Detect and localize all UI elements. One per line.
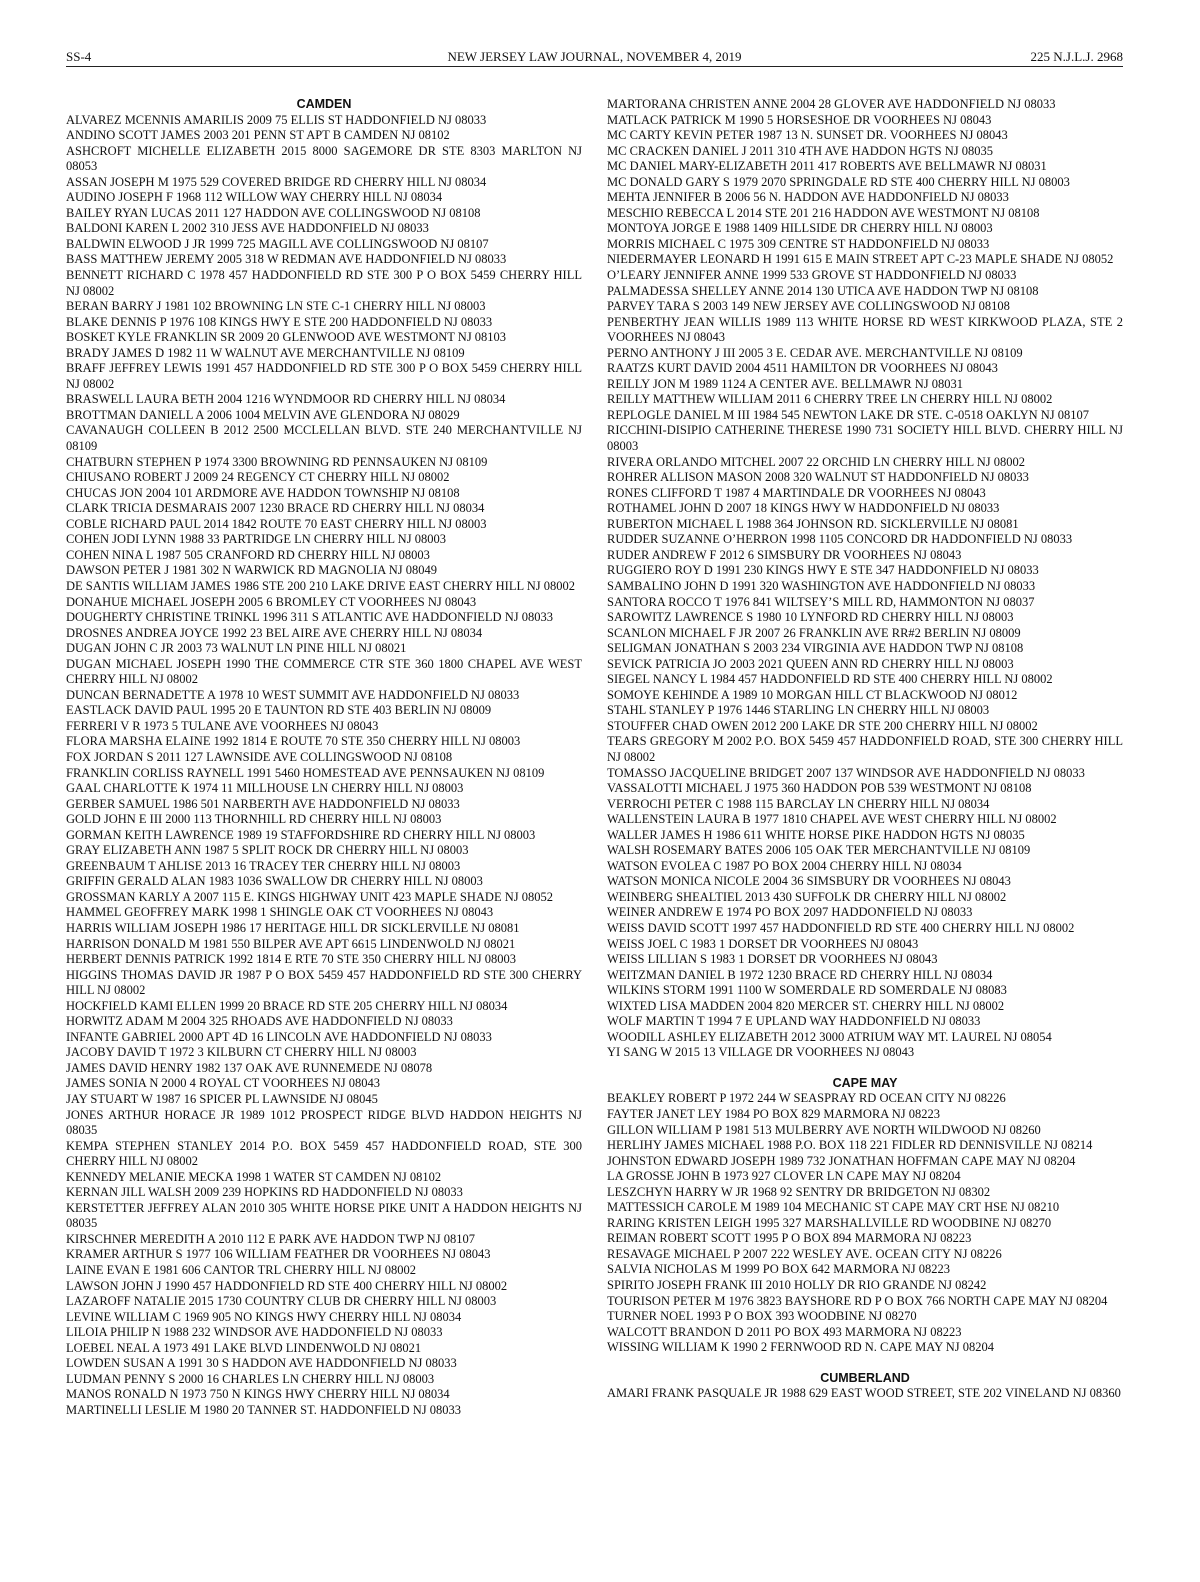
attorney-entry: TEARS GREGORY M 2002 P.O. BOX 5459 457 HADDONFIELD ROAD, STE 300 CHERRY HILL NJ 08002 xyxy=(607,734,1123,764)
attorney-entry: BRASWELL LAURA BETH 2004 1216 WYNDMOOR RD CHERRY HILL NJ 08034 xyxy=(66,392,506,407)
attorney-entry: AUDINO JOSEPH F 1968 112 WILLOW WAY CHERRY HILL NJ 08034 xyxy=(66,190,443,205)
attorney-entry: CHUCAS JON 2004 101 ARDMORE AVE HADDON TOWNSHIP NJ 08108 xyxy=(66,485,460,500)
attorney-entry: ROHRER ALLISON MASON 2008 320 WALNUT ST HADDONFIELD NJ 08033 xyxy=(607,470,1029,485)
attorney-entry: REIMAN ROBERT SCOTT 1995 P O BOX 894 MARMORA NJ 08223 xyxy=(607,1231,972,1246)
attorney-entry: KERSTETTER JEFFREY ALAN 2010 305 WHITE HORSE PIKE UNIT A HADDON HEIGHTS NJ 08035 xyxy=(66,1200,582,1231)
attorney-entry: LILOIA PHILIP N 1988 232 WINDSOR AVE HADDONFIELD NJ 08033 xyxy=(66,1325,443,1340)
attorney-entry: REILLY JON M 1989 1124 A CENTER AVE. BELLMAWR NJ 08031 xyxy=(607,376,963,391)
attorney-entry: MEHTA JENNIFER B 2006 56 N. HADDON AVE HADDONFIELD NJ 08033 xyxy=(607,190,1009,205)
attorney-entry: YI SANG W 2015 13 VILLAGE DR VOORHEES NJ 08043 xyxy=(607,1045,915,1060)
attorney-entry: LUDMAN PENNY S 2000 16 CHARLES LN CHERRY HILL NJ 08003 xyxy=(66,1371,435,1386)
attorney-entry: MONTOYA JORGE E 1988 1409 HILLSIDE DR CHERRY HILL NJ 08003 xyxy=(607,221,993,236)
attorney-entry: HORWITZ ADAM M 2004 325 RHOADS AVE HADDONFIELD NJ 08033 xyxy=(66,1014,453,1029)
attorney-entry: LA GROSSE JOHN B 1973 927 CLOVER LN CAPE MAY NJ 08204 xyxy=(607,1169,961,1184)
attorney-entry: ANDINO SCOTT JAMES 2003 201 PENN ST APT B CAMDEN NJ 08102 xyxy=(66,128,450,143)
attorney-entry: WEITZMAN DANIEL B 1972 1230 BRACE RD CHERRY HILL NJ 08034 xyxy=(607,967,993,982)
attorney-entry: BROTTMAN DANIELL A 2006 1004 MELVIN AVE GLENDORA NJ 08029 xyxy=(66,407,460,422)
attorney-entry: CHIUSANO ROBERT J 2009 24 REGENCY CT CHERRY HILL NJ 08002 xyxy=(66,470,450,485)
attorney-entry: O’LEARY JENNIFER ANNE 1999 533 GROVE ST HADDONFIELD NJ 08033 xyxy=(607,268,1017,283)
attorney-entry: ALVAREZ MCENNIS AMARILIS 2009 75 ELLIS ST HADDONFIELD NJ 08033 xyxy=(66,112,487,127)
attorney-entry: DONAHUE MICHAEL JOSEPH 2005 6 BROMLEY CT VOORHEES NJ 08043 xyxy=(66,594,477,609)
attorney-entry: LAZAROFF NATALIE 2015 1730 COUNTRY CLUB DR CHERRY HILL NJ 08003 xyxy=(66,1294,497,1309)
attorney-entry: COHEN NINA L 1987 505 CRANFORD RD CHERRY HILL NJ 08003 xyxy=(66,547,430,562)
attorney-entry: DUNCAN BERNADETTE A 1978 10 WEST SUMMIT AVE HADDONFIELD NJ 08033 xyxy=(66,687,520,702)
page-header xyxy=(66,50,1123,67)
attorney-entry: MARTINELLI LESLIE M 1980 20 TANNER ST. HADDONFIELD NJ 08033 xyxy=(66,1402,461,1417)
attorney-entry: BENNETT RICHARD C 1978 457 HADDONFIELD RD STE 300 P O BOX 5459 CHERRY HILL NJ 08002 xyxy=(66,268,582,298)
attorney-entry: MC DONALD GARY S 1979 2070 SPRINGDALE RD STE 400 CHERRY HILL NJ 08003 xyxy=(607,174,1070,189)
attorney-entry: BRAFF JEFFREY LEWIS 1991 457 HADDONFIELD RD STE 300 P O BOX 5459 CHERRY HILL NJ 08002 xyxy=(66,361,582,391)
attorney-entry: COBLE RICHARD PAUL 2014 1842 ROUTE 70 EAST CHERRY HILL NJ 08003 xyxy=(66,516,487,531)
attorney-entry: SOMOYE KEHINDE A 1989 10 MORGAN HILL CT BLACKWOOD NJ 08012 xyxy=(607,687,1018,702)
attorney-entry: FAYTER JANET LEY 1984 PO BOX 829 MARMORA NJ 08223 xyxy=(607,1107,941,1121)
attorney-entry: LAINE EVAN E 1981 606 CANTOR TRL CHERRY HILL NJ 08002 xyxy=(66,1263,416,1278)
attorney-entry: DE SANTIS WILLIAM JAMES 1986 STE 200 210 LAKE DRIVE EAST CHERRY HILL NJ 08002 xyxy=(66,578,576,593)
county-section xyxy=(607,97,1123,1061)
attorney-entry: PERNO ANTHONY J III 2005 3 E. CEDAR AVE. MERCHANTVILLE NJ 08109 xyxy=(607,345,1023,360)
attorney-entry: MATTESSICH CAROLE M 1989 104 MECHANIC ST CAPE MAY CRT HSE NJ 08210 xyxy=(607,1200,1060,1215)
attorney-entry: BALDONI KAREN L 2002 310 JESS AVE HADDONFIELD NJ 08033 xyxy=(66,221,429,236)
county-section xyxy=(66,97,582,1418)
attorney-entry: SAMBALINO JOHN D 1991 320 WASHINGTON AVE HADDONFIELD NJ 08033 xyxy=(607,578,1036,593)
attorney-entry: SIEGEL NANCY L 1984 457 HADDONFIELD RD STE 400 CHERRY HILL NJ 08002 xyxy=(607,672,1053,687)
attorney-entry: SALVIA NICHOLAS M 1999 PO BOX 642 MARMORA NJ 08223 xyxy=(607,1262,950,1277)
page-label: SS-4 xyxy=(66,49,92,64)
attorney-entry: LAWSON JOHN J 1990 457 HADDONFIELD RD STE 400 CHERRY HILL NJ 08002 xyxy=(66,1278,508,1293)
attorney-entry: DROSNES ANDREA JOYCE 1992 23 BEL AIRE AVE CHERRY HILL NJ 08034 xyxy=(66,625,483,640)
county-heading: CAPE MAY xyxy=(832,1075,898,1090)
attorney-entry: WISSING WILLIAM K 1990 2 FERNWOOD RD N. CAPE MAY NJ 08204 xyxy=(607,1340,995,1355)
attorney-entry: DAWSON PETER J 1981 302 N WARWICK RD MAGNOLIA NJ 08049 xyxy=(66,563,437,578)
attorney-entry: HERLIHY JAMES MICHAEL 1988 P.O. BOX 118 221 FIDLER RD DENNISVILLE NJ 08214 xyxy=(607,1138,1093,1153)
attorney-entry: WIXTED LISA MADDEN 2004 820 MERCER ST. CHERRY HILL NJ 08002 xyxy=(607,998,1005,1013)
attorney-entry: JAMES SONIA N 2000 4 ROYAL CT VOORHEES NJ 08043 xyxy=(66,1076,381,1091)
attorney-entry: WALCOTT BRANDON D 2011 PO BOX 493 MARMORA NJ 08223 xyxy=(607,1324,962,1339)
attorney-entry: STOUFFER CHAD OWEN 2012 200 LAKE DR STE 200 CHERRY HILL NJ 08002 xyxy=(607,718,1038,733)
attorney-entry: FLORA MARSHA ELAINE 1992 1814 E ROUTE 70 STE 350 CHERRY HILL NJ 08003 xyxy=(66,734,521,749)
county-section xyxy=(607,1076,1123,1356)
attorney-entry: WEISS LILLIAN S 1983 1 DORSET DR VOORHEES NJ 08043 xyxy=(607,952,938,967)
attorney-entry: SPIRITO JOSEPH FRANK III 2010 HOLLY DR RIO GRANDE NJ 08242 xyxy=(607,1278,987,1293)
attorney-entry: EASTLACK DAVID PAUL 1995 20 E TAUNTON RD STE 403 BERLIN NJ 08009 xyxy=(66,703,492,718)
attorney-entry: FOX JORDAN S 2011 127 LAWNSIDE AVE COLLINGSWOOD NJ 08108 xyxy=(66,749,453,764)
attorney-entry: MANOS RONALD N 1973 750 N KINGS HWY CHERRY HILL NJ 08034 xyxy=(66,1387,450,1402)
attorney-entry: PARVEY TARA S 2003 149 NEW JERSEY AVE COLLINGSWOOD NJ 08108 xyxy=(607,299,1010,314)
attorney-entry: JAY STUART W 1987 16 SPICER PL LAWNSIDE NJ 08045 xyxy=(66,1092,378,1106)
county-section xyxy=(607,1371,1123,1402)
attorney-entry: MORRIS MICHAEL C 1975 309 CENTRE ST HADDONFIELD NJ 08033 xyxy=(607,236,990,251)
attorney-entry: INFANTE GABRIEL 2000 APT 4D 16 LINCOLN AVE HADDONFIELD NJ 08033 xyxy=(66,1029,492,1044)
attorney-entry: WEISS JOEL C 1983 1 DORSET DR VOORHEES NJ 08043 xyxy=(607,936,919,951)
attorney-entry: WOLF MARTIN T 1994 7 E UPLAND WAY HADDONFIELD NJ 08033 xyxy=(607,1014,981,1029)
attorney-entry: DOUGHERTY CHRISTINE TRINKL 1996 311 S ATLANTIC AVE HADDONFIELD NJ 08033 xyxy=(66,610,553,625)
attorney-entry: GREENBAUM T AHLISE 2013 16 TRACEY TER CHERRY HILL NJ 08003 xyxy=(66,858,461,873)
attorney-entry: PALMADESSA SHELLEY ANNE 2014 130 UTICA AVE HADDON TWP NJ 08108 xyxy=(607,283,1039,298)
attorney-entry: WALLER JAMES H 1986 611 WHITE HORSE PIKE HADDON HGTS NJ 08035 xyxy=(607,827,1025,842)
attorney-entry: WOODILL ASHLEY ELIZABETH 2012 3000 ATRIUM WAY MT. LAUREL NJ 08054 xyxy=(607,1029,1052,1044)
attorney-entry: LESZCHYN HARRY W JR 1968 92 SENTRY DR BRIDGETON NJ 08302 xyxy=(607,1184,991,1199)
attorney-entry: COHEN JODI LYNN 1988 33 PARTRIDGE LN CHERRY HILL NJ 08003 xyxy=(66,532,446,547)
attorney-entry: BERAN BARRY J 1981 102 BROWNING LN STE C-1 CHERRY HILL NJ 08003 xyxy=(66,299,486,314)
attorney-entry: RARING KRISTEN LEIGH 1995 327 MARSHALLVILLE RD WOODBINE NJ 08270 xyxy=(607,1215,1052,1230)
attorney-entry: KEMPA STEPHEN STANLEY 2014 P.O. BOX 5459 457 HADDONFIELD ROAD, STE 300 CHERRY HILL NJ 08002 xyxy=(66,1138,582,1169)
attorney-entry: TOURISON PETER M 1976 3823 BAYSHORE RD P O BOX 766 NORTH CAPE MAY NJ 08204 xyxy=(607,1293,1108,1308)
attorney-entry: BLAKE DENNIS P 1976 108 KINGS HWY E STE 200 HADDONFIELD NJ 08033 xyxy=(66,314,493,329)
attorney-entry: WEINBERG SHEALTIEL 2013 430 SUFFOLK DR CHERRY HILL NJ 08002 xyxy=(607,889,1007,904)
attorney-entry: HIGGINS THOMAS DAVID JR 1987 P O BOX 5459 457 HADDONFIELD RD STE 300 CHERRY HILL NJ 08002 xyxy=(66,967,582,998)
attorney-entry: WATSON EVOLEA C 1987 PO BOX 2004 CHERRY HILL NJ 08034 xyxy=(607,858,962,873)
attorney-entry: STAHL STANLEY P 1976 1446 STARLING LN CHERRY HILL NJ 08003 xyxy=(607,703,990,718)
attorney-entry: CAVANAUGH COLLEEN B 2012 2500 MCCLELLAN BLVD. STE 240 MERCHANTVILLE NJ 08109 xyxy=(66,423,582,454)
right-column xyxy=(607,97,1123,1402)
attorney-entry: RUGGIERO ROY D 1991 230 KINGS HWY E STE 347 HADDONFIELD NJ 08033 xyxy=(607,563,1039,578)
attorney-entry: MC CARTY KEVIN PETER 1987 13 N. SUNSET DR. VOORHEES NJ 08043 xyxy=(607,128,1008,143)
attorney-entry: WEINER ANDREW E 1974 PO BOX 2097 HADDONFIELD NJ 08033 xyxy=(607,905,973,920)
county-heading: CAMDEN xyxy=(296,97,352,111)
attorney-entry: DUGAN JOHN C JR 2003 73 WALNUT LN PINE HILL NJ 08021 xyxy=(66,641,407,656)
attorney-entry: ROTHAMEL JOHN D 2007 18 KINGS HWY W HADDONFIELD NJ 08033 xyxy=(607,501,1000,516)
attorney-entry: JOHNSTON EDWARD JOSEPH 1989 732 JONATHAN HOFFMAN CAPE MAY NJ 08204 xyxy=(607,1153,1076,1168)
left-column xyxy=(66,97,582,1418)
attorney-entry: JONES ARTHUR HORACE JR 1989 1012 PROSPECT RIDGE BLVD HADDON HEIGHTS NJ 08035 xyxy=(66,1107,582,1138)
attorney-entry: AMARI FRANK PASQUALE JR 1988 629 EAST WOOD STREET, STE 202 VINELAND NJ 08360 xyxy=(607,1386,1121,1401)
attorney-entry: RESAVAGE MICHAEL P 2007 222 WESLEY AVE. OCEAN CITY NJ 08226 xyxy=(607,1246,1002,1261)
attorney-entry: REPLOGLE DANIEL M III 1984 545 NEWTON LAKE DR STE. C-0518 OAKLYN NJ 08107 xyxy=(607,407,1090,422)
attorney-entry: ASSAN JOSEPH M 1975 529 COVERED BRIDGE RD CHERRY HILL NJ 08034 xyxy=(66,174,487,189)
attorney-entry: LOWDEN SUSAN A 1991 30 S HADDON AVE HADDONFIELD NJ 08033 xyxy=(66,1356,457,1371)
attorney-entry: MC DANIEL MARY-ELIZABETH 2011 417 ROBERTS AVE BELLMAWR NJ 08031 xyxy=(607,159,1047,174)
publication-title: NEW JERSEY LAW JOURNAL, NOVEMBER 4, 2019 xyxy=(447,49,742,64)
attorney-entry: LEVINE WILLIAM C 1969 905 NO KINGS HWY CHERRY HILL NJ 08034 xyxy=(66,1309,462,1324)
attorney-entry: RIVERA ORLANDO MITCHEL 2007 22 ORCHID LN CHERRY HILL NJ 08002 xyxy=(607,454,1026,469)
attorney-entry: WALSH ROSEMARY BATES 2006 105 OAK TER MERCHANTVILLE NJ 08109 xyxy=(607,843,1031,858)
attorney-entry: FRANKLIN CORLISS RAYNELL 1991 5460 HOMESTEAD AVE PENNSAUKEN NJ 08109 xyxy=(66,765,545,780)
attorney-entry: ASHCROFT MICHELLE ELIZABETH 2015 8000 SAGEMORE DR STE 8303 MARLTON NJ 08053 xyxy=(66,143,582,174)
attorney-entry: HAMMEL GEOFFREY MARK 1998 1 SHINGLE OAK CT VOORHEES NJ 08043 xyxy=(66,905,494,920)
attorney-entry: SELIGMAN JONATHAN S 2003 234 VIRGINIA AVE HADDON TWP NJ 08108 xyxy=(607,641,1024,656)
attorney-entry: VASSALOTTI MICHAEL J 1975 360 HADDON POB 539 WESTMONT NJ 08108 xyxy=(607,781,1032,796)
attorney-entry: RAATZS KURT DAVID 2004 4511 HAMILTON DR VOORHEES NJ 08043 xyxy=(607,361,998,376)
attorney-entry: BAILEY RYAN LUCAS 2011 127 HADDON AVE COLLINGSWOOD NJ 08108 xyxy=(66,205,481,220)
attorney-entry: KRAMER ARTHUR S 1977 106 WILLIAM FEATHER DR VOORHEES NJ 08043 xyxy=(66,1247,491,1262)
attorney-entry: MARTORANA CHRISTEN ANNE 2004 28 GLOVER AVE HADDONFIELD NJ 08033 xyxy=(607,97,1056,111)
county-heading: CUMBERLAND xyxy=(820,1370,910,1385)
attorney-entry: GRAY ELIZABETH ANN 1987 5 SPLIT ROCK DR CHERRY HILL NJ 08003 xyxy=(66,843,469,858)
attorney-entry: BEAKLEY ROBERT P 1972 244 W SEASPRAY RD OCEAN CITY NJ 08226 xyxy=(607,1091,1006,1106)
attorney-entry: MESCHIO REBECCA L 2014 STE 201 216 HADDON AVE WESTMONT NJ 08108 xyxy=(607,205,1040,220)
attorney-entry: BRADY JAMES D 1982 11 W WALNUT AVE MERCHANTVILLE NJ 08109 xyxy=(66,345,465,360)
attorney-entry: TURNER NOEL 1993 P O BOX 393 WOODBINE NJ 08270 xyxy=(607,1309,917,1324)
attorney-entry: RUDDER SUZANNE O’HERRON 1998 1105 CONCORD DR HADDONFIELD NJ 08033 xyxy=(607,532,1073,547)
attorney-entry: RICCHINI-DISIPIO CATHERINE THERESE 1990 731 SOCIETY HILL BLVD. CHERRY HILL NJ 08003 xyxy=(607,423,1123,454)
attorney-entry: GILLON WILLIAM P 1981 513 MULBERRY AVE NORTH WILDWOOD NJ 08260 xyxy=(607,1122,1041,1137)
attorney-entry: MATLACK PATRICK M 1990 5 HORSESHOE DR VOORHEES NJ 08043 xyxy=(607,112,992,127)
attorney-entry: GOLD JOHN E III 2000 113 THORNHILL RD CHERRY HILL NJ 08003 xyxy=(66,812,442,827)
attorney-entry: CHATBURN STEPHEN P 1974 3300 BROWNING RD PENNSAUKEN NJ 08109 xyxy=(66,454,488,469)
attorney-entry: REILLY MATTHEW WILLIAM 2011 6 CHERRY TREE LN CHERRY HILL NJ 08002 xyxy=(607,392,1053,407)
attorney-entry: MC CRACKEN DANIEL J 2011 310 4TH AVE HADDON HGTS NJ 08035 xyxy=(607,143,994,158)
attorney-entry: PENBERTHY JEAN WILLIS 1989 113 WHITE HORSE RD WEST KIRKWOOD PLAZA, STE 2 VOORHEES NJ 08043 xyxy=(607,314,1123,345)
attorney-entry: SCANLON MICHAEL F JR 2007 26 FRANKLIN AVE RR#2 BERLIN NJ 08009 xyxy=(607,625,1021,640)
attorney-entry: HARRISON DONALD M 1981 550 BILPER AVE APT 6615 LINDENWOLD NJ 08021 xyxy=(66,936,516,951)
attorney-entry: HERBERT DENNIS PATRICK 1992 1814 E RTE 70 STE 350 CHERRY HILL NJ 08003 xyxy=(66,952,517,967)
attorney-entry: GROSSMAN KARLY A 2007 115 E. KINGS HIGHWAY UNIT 423 MAPLE SHADE NJ 08052 xyxy=(66,889,553,904)
attorney-entry: LOEBEL NEAL A 1973 491 LAKE BLVD LINDENWOLD NJ 08021 xyxy=(66,1340,422,1355)
attorney-entry: KIRSCHNER MEREDITH A 2010 112 E PARK AVE HADDON TWP NJ 08107 xyxy=(66,1231,475,1246)
attorney-entry: GAAL CHARLOTTE K 1974 11 MILLHOUSE LN CHERRY HILL NJ 08003 xyxy=(66,781,464,796)
attorney-entry: RUDER ANDREW F 2012 6 SIMSBURY DR VOORHEES NJ 08043 xyxy=(607,547,962,562)
attorney-entry: JACOBY DAVID T 1972 3 KILBURN CT CHERRY HILL NJ 08003 xyxy=(66,1045,417,1060)
attorney-entry: WILKINS STORM 1991 1100 W SOMERDALE RD SOMERDALE NJ 08083 xyxy=(607,983,1007,998)
attorney-entry: GERBER SAMUEL 1986 501 NARBERTH AVE HADDONFIELD NJ 08033 xyxy=(66,796,460,811)
attorney-entry: RUBERTON MICHAEL L 1988 364 JOHNSON RD. SICKLERVILLE NJ 08081 xyxy=(607,516,1019,531)
attorney-entry: WALLENSTEIN LAURA B 1977 1810 CHAPEL AVE WEST CHERRY HILL NJ 08002 xyxy=(607,812,1057,827)
attorney-entry: GRIFFIN GERALD ALAN 1983 1036 SWALLOW DR CHERRY HILL NJ 08003 xyxy=(66,874,483,889)
attorney-entry: GORMAN KEITH LAWRENCE 1989 19 STAFFORDSHIRE RD CHERRY HILL NJ 08003 xyxy=(66,827,536,842)
attorney-entry: WEISS DAVID SCOTT 1997 457 HADDONFIELD RD STE 400 CHERRY HILL NJ 08002 xyxy=(607,920,1075,935)
attorney-entry: DUGAN MICHAEL JOSEPH 1990 THE COMMERCE CTR STE 360 1800 CHAPEL AVE WEST CHERRY HILL NJ 08002 xyxy=(66,656,582,687)
attorney-entry: CLARK TRICIA DESMARAIS 2007 1230 BRACE RD CHERRY HILL NJ 08034 xyxy=(66,501,485,516)
attorney-entry: SANTORA ROCCO T 1976 841 WILTSEY’S MILL RD, HAMMONTON NJ 08037 xyxy=(607,594,1035,609)
attorney-entry: JAMES DAVID HENRY 1982 137 OAK AVE RUNNEMEDE NJ 08078 xyxy=(66,1060,433,1075)
attorney-entry: BALDWIN ELWOOD J JR 1999 725 MAGILL AVE COLLINGSWOOD NJ 08107 xyxy=(66,236,489,251)
attorney-entry: RONES CLIFFORD T 1987 4 MARTINDALE DR VOORHEES NJ 08043 xyxy=(607,485,986,500)
attorney-entry: HARRIS WILLIAM JOSEPH 1986 17 HERITAGE HILL DR SICKLERVILLE NJ 08081 xyxy=(66,920,520,935)
attorney-entry: HOCKFIELD KAMI ELLEN 1999 20 BRACE RD STE 205 CHERRY HILL NJ 08034 xyxy=(66,998,508,1013)
attorney-entry: SAROWITZ LAWRENCE S 1980 10 LYNFORD RD CHERRY HILL NJ 08003 xyxy=(607,610,1014,625)
attorney-entry: BASS MATTHEW JEREMY 2005 318 W REDMAN AVE HADDONFIELD NJ 08033 xyxy=(66,252,507,267)
attorney-entry: KENNEDY MELANIE MECKA 1998 1 WATER ST CAMDEN NJ 08102 xyxy=(66,1169,442,1184)
attorney-entry: BOSKET KYLE FRANKLIN SR 2009 20 GLENWOOD AVE WESTMONT NJ 08103 xyxy=(66,330,507,345)
attorney-entry: TOMASSO JACQUELINE BRIDGET 2007 137 WINDSOR AVE HADDONFIELD NJ 08033 xyxy=(607,765,1085,780)
citation: 225 N.J.L.J. 2968 xyxy=(1030,49,1123,64)
attorney-entry: NIEDERMAYER LEONARD H 1991 615 E MAIN STREET APT C-23 MAPLE SHADE NJ 08052 xyxy=(607,252,1114,267)
attorney-entry: KERNAN JILL WALSH 2009 239 HOPKINS RD HADDONFIELD NJ 08033 xyxy=(66,1185,463,1200)
attorney-entry: FERRERI V R 1973 5 TULANE AVE VOORHEES NJ 08043 xyxy=(66,718,379,733)
attorney-entry: WATSON MONICA NICOLE 2004 36 SIMSBURY DR VOORHEES NJ 08043 xyxy=(607,874,1011,889)
attorney-entry: VERROCHI PETER C 1988 115 BARCLAY LN CHERRY HILL NJ 08034 xyxy=(607,796,990,811)
attorney-entry: SEVICK PATRICIA JO 2003 2021 QUEEN ANN RD CHERRY HILL NJ 08003 xyxy=(607,656,1014,671)
